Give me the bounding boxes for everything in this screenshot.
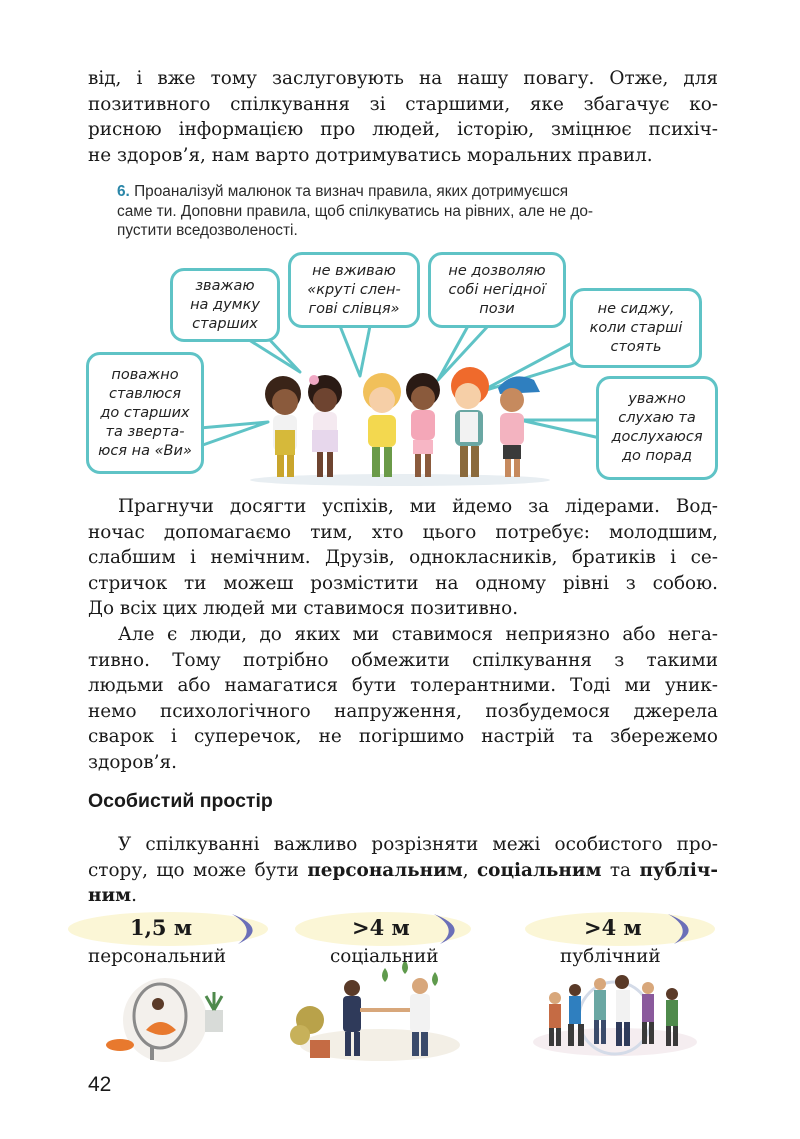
bubble-line: зважаю <box>195 277 255 294</box>
bubble-line: на думку <box>190 296 260 313</box>
task-number: 6. <box>117 183 130 200</box>
text-line: здоров’я. <box>88 751 177 773</box>
bubble-line: не вживаю <box>312 262 396 279</box>
text-span: , <box>462 859 477 881</box>
bubble-line: дослухаюся <box>611 429 703 445</box>
bubble-line: старших <box>192 315 258 332</box>
text-span: стору, що може бути <box>88 859 308 881</box>
zone-label-personal: персональний <box>88 946 226 967</box>
text-line: Прагнучи досягти успіхів, ми йдемо за лідерами. Вод- <box>118 496 718 517</box>
bold-term: ним <box>88 885 132 907</box>
bubble-line: та зверта- <box>105 423 185 440</box>
bubble-line: гові слівця» <box>308 300 400 317</box>
public-zone-illustration <box>533 975 697 1056</box>
bold-term: публіч- <box>639 859 718 881</box>
bubble-line: уважно <box>628 391 686 407</box>
task-line: саме ти. Доповни правила, щоб спілкуватись на рівних, але не до- <box>117 202 594 220</box>
social-zone-illustration <box>290 960 460 1061</box>
text-line: людьми або намагатися бути толерантними. Тоді ми уник- <box>88 675 718 697</box>
text-line: рисною інформацією про людей, історію, зміцнює психіч- <box>88 119 718 141</box>
text-line: не здоров’я, нам варто дотримуватись моральних правил. <box>88 144 653 166</box>
text-line: позитивного спілкування зі старшими, яке збагачує ко- <box>88 93 718 115</box>
bold-term: соціальним <box>476 859 602 881</box>
bubble-line: юся на «Ви» <box>98 442 192 459</box>
distance-public: >4 м <box>584 915 642 940</box>
zone-label-social: соціальний <box>330 946 439 967</box>
text-line: У спілкуванні важливо розрізняти межі особистого про- <box>118 834 718 855</box>
text-line: сварок і суперечок, не погіршимо настрій та збережемо <box>88 726 718 748</box>
bubble-line: до порад <box>622 448 692 464</box>
text-line: тивно. Тому потрібно обмежити спілкування з такими <box>88 649 718 671</box>
bubble-line: слухаю та <box>618 410 696 426</box>
bubble-line: до старших <box>100 404 190 421</box>
bubble-line: пози <box>479 300 515 317</box>
bubble-line: собі негідної <box>448 281 546 298</box>
text-line: стричок ти можеш розмістити на одному рівні з собою. <box>88 572 718 594</box>
section-heading: Особистий простір <box>88 790 273 812</box>
text-line: від, і вже тому заслуговують на нашу повагу. Отже, для <box>88 68 718 89</box>
task-line: пустити вседозволеності. <box>117 222 298 239</box>
bubble-line: не сиджу, <box>597 300 675 317</box>
text-line: Але є люди, до яких ми ставимося неприязно або нега- <box>118 624 718 645</box>
distance-personal: 1,5 м <box>130 915 193 940</box>
text-line: ночас допомагаємо тим, хто цього потребує: молодшим, <box>88 521 718 543</box>
bubble-line: ставлюся <box>108 385 181 402</box>
task-text: Проаналізуй малюнок та визнач правила, яких дотримуєшся <box>134 183 569 200</box>
zone-label-public: публічний <box>560 946 661 967</box>
distance-social: >4 м <box>352 915 410 940</box>
text-span: та <box>601 859 640 881</box>
text-line: немо психологічного напруження, позбудемося джерела <box>88 700 718 722</box>
personal-zone-illustration <box>106 978 223 1062</box>
bubble-line: не дозволяю <box>448 262 546 279</box>
bubble-line: стоять <box>610 338 662 355</box>
bubble-line: «круті слен- <box>307 281 401 298</box>
page-number: 42 <box>88 1073 112 1096</box>
text-span: . <box>131 885 137 907</box>
text-line: слабшим і немічним. Друзів, однокласників, братиків і се- <box>88 547 718 569</box>
bubble-line: коли старші <box>589 319 683 336</box>
text-line: До всіх цих людей ми ставимося позитивно. <box>88 598 519 620</box>
bold-term: персональним <box>307 859 463 881</box>
bubble-line: поважно <box>111 366 179 383</box>
